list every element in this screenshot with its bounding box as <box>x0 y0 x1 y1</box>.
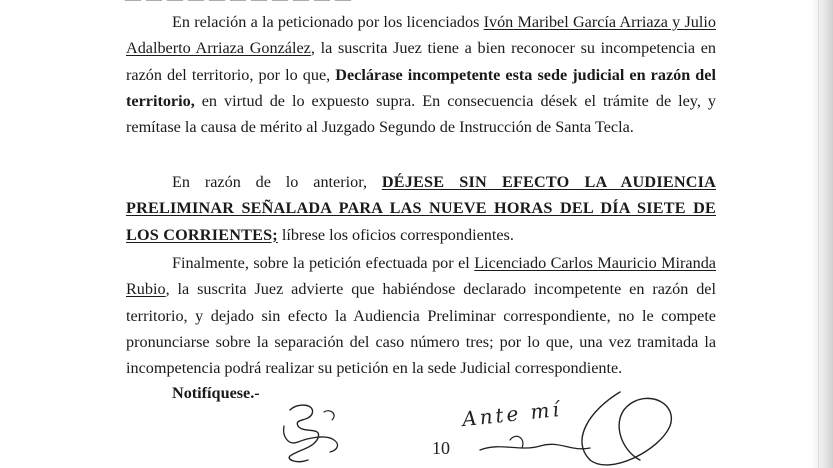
scan-shadow <box>811 0 833 468</box>
lawyers-names: Ivón Maribel García Arriaza y Julio Adalberto Arriaza González <box>126 13 716 58</box>
text: , la suscrita Juez advierte que habiéndose declarado incompetente en razón del territorio, y dejado sin efecto la Audiencia Preliminar correspondiente, no le compete pronunciarse sobre la separación del caso número tres; por lo que, una vez tramitada la incompetencia podrá realizar su petición en la sede Judicial correspondiente. <box>126 280 716 378</box>
text: , la suscrita Juez tiene a bien reconocer su incompetencia en razón del territorio, por lo que, <box>126 39 716 84</box>
ruling-bold: Declárase incompetente esta sede judicial en razón del territorio, <box>126 65 716 110</box>
text: En relación a la peticionado por los licenciados <box>172 13 484 31</box>
secretary-signature <box>470 380 700 468</box>
text: en virtud de lo expuesto supra. En consecuencia dések el trámite de ley, y remítase la causa de mérito al Juzgado Segundo de Instrucción de Santa Tecla. <box>126 91 716 137</box>
hearing-cancellation-bold: DÉJESE SIN EFECTO LA AUDIENCIA PRELIMINAR SEÑALADA PARA LAS NUEVE HORAS DEL DÍA SIETE DE LOS CORRIENTES; <box>126 173 716 244</box>
page-number: 10 <box>432 438 450 458</box>
text: En razón de lo anterior, <box>172 173 382 191</box>
text: líbrese los oficios correspondientes. <box>277 225 514 244</box>
judge-signature <box>268 398 358 468</box>
cut-off-line <box>125 0 352 9</box>
paragraph-hearing <box>126 169 716 248</box>
paragraph-incompetence <box>126 9 716 140</box>
text: Finalmente, sobre la petición efectuada por el <box>172 254 475 272</box>
paragraph-petition <box>126 250 716 381</box>
handwritten-note: Ante mí <box>461 396 563 432</box>
closing-notification: Notifíquese.- <box>172 384 260 402</box>
lawyer-name: Licenciado Carlos Mauricio Miranda Rubio <box>126 254 716 299</box>
